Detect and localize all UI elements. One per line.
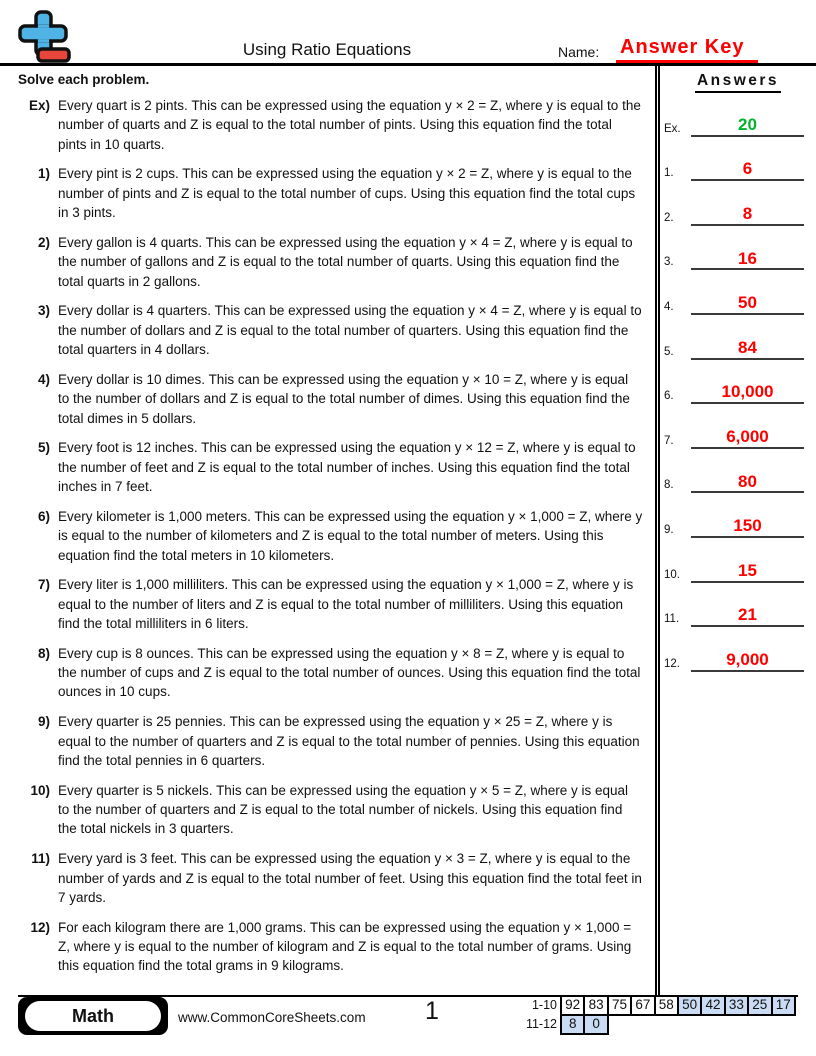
score-row [523, 995, 796, 1016]
score-row [523, 1014, 796, 1035]
answer-row [660, 449, 816, 494]
problem-item [0, 781, 655, 839]
problem-text: Every quarter is 5 nickels. This can be expressed using the equation y × 5 = Z, where y is equal to the number of quarters and Z is equal to the total number of nickels. Using this equation find the total nickels in 3 quarters. [58, 782, 629, 837]
answers-list [660, 92, 816, 672]
score-cell: 33 [724, 995, 749, 1016]
problem-text: Every quart is 2 pints. This can be expressed using the equation y × 2 = Z, where y is equal to the number of quarts and Z is equal to the total number of pints. Using this equation find the total pints in 10 quarts. [58, 98, 641, 152]
answer-value: 6,000 [691, 428, 804, 449]
answer-row [660, 181, 816, 226]
problem-number: 6) [37, 508, 50, 524]
problem-text: Every quarter is 25 pennies. This can be expressed using the equation y × 25 = Z, where y is equal to the number of quarters and Z is equal to the total number of pennies. Using this equation find the total pennies in 6 quarters. [58, 714, 640, 768]
answer-number-label: 12. [664, 657, 680, 670]
problem-number: 9) [37, 714, 50, 730]
name-label: Name: [558, 44, 600, 60]
score-range-label: 1-10 [531, 998, 557, 1012]
answer-value: 9,000 [691, 651, 804, 672]
answer-number-label: 8. [664, 479, 674, 492]
problem-number: 3) [37, 303, 50, 319]
score-cell: 92 [560, 995, 585, 1016]
problems-list [0, 96, 655, 976]
problem-number: 1) [37, 166, 50, 182]
answer-row [660, 92, 816, 137]
answer-number-label: 4. [664, 300, 674, 313]
answer-number-label: 2. [664, 211, 674, 224]
answer-value: 150 [691, 517, 804, 538]
score-grid [523, 995, 796, 1035]
problem-item [0, 712, 655, 770]
answer-row [660, 360, 816, 405]
answer-row [660, 137, 816, 182]
answers-title: Answers [695, 72, 781, 93]
worksheet-header [0, 0, 816, 66]
score-cell: 8 [560, 1014, 585, 1035]
answer-number-label: 3. [664, 256, 674, 269]
answer-value: 84 [691, 339, 804, 360]
problem-text: Every foot is 12 inches. This can be expressed using the equation y × 12 = Z, where y is equal to the number of feet and Z is equal to the total number of inches. Using this equation find the total inches in 7 feet. [58, 440, 636, 495]
problem-number: 5) [37, 440, 50, 456]
answer-value: 10,000 [691, 383, 804, 404]
problem-text: Every dollar is 4 quarters. This can be expressed using the equation y × 4 = Z, where y is equal to the number of dollars and Z is equal to the total number of quarters. Using this equation find the total quarters in 4 dollars. [58, 303, 642, 358]
answer-number-label: 10. [664, 568, 680, 581]
answer-row [660, 404, 816, 449]
problems-column [0, 66, 655, 995]
problem-number: 2) [37, 234, 50, 250]
problem-item [0, 301, 655, 359]
problem-item [0, 507, 655, 565]
answer-row [660, 627, 816, 672]
problem-text: Every pint is 2 cups. This can be expressed using the equation y × 2 = Z, where y is equal to the number of pints and Z is equal to the total number of cups. Using this equation find the total cups in 3 pints. [58, 166, 636, 221]
problem-text: Every yard is 3 feet. This can be expressed using the equation y × 3 = Z, where y is equal to the number of yards and Z is equal to the total number of feet. Using this equation find the total feet in 7 yards. [58, 851, 642, 905]
answer-row [660, 315, 816, 360]
problem-item [0, 438, 655, 496]
score-cell: 50 [677, 995, 702, 1016]
score-cell: 83 [583, 995, 608, 1016]
answer-number-label: 9. [664, 523, 674, 536]
problem-number: 4) [37, 371, 50, 387]
answers-column [655, 66, 816, 995]
problem-number: 7) [37, 577, 50, 593]
problem-item [0, 575, 655, 633]
problem-text: Every liter is 1,000 milliliters. This can be expressed using the equation y × 1,000 = Z, where y is equal to the number of liters and Z is equal to the total number of milliliters. Using this equation find the total milliliters in 6 liters. [58, 577, 634, 631]
problem-text: Every gallon is 4 quarts. This can be expressed using the equation y × 4 = Z, where y is equal to the number of gallons and Z is equal to the total number of quarts. Using this equation find the total quarts in 2 gallons. [58, 234, 633, 289]
score-cell: 25 [747, 995, 772, 1016]
math-badge [18, 997, 168, 1035]
answer-number-label: 1. [664, 167, 674, 180]
answers-title-wrap [660, 72, 816, 94]
answer-row [660, 538, 816, 583]
answer-key-label: Answer Key [620, 36, 745, 58]
problem-item [0, 370, 655, 428]
answer-number-label: Ex. [664, 122, 681, 135]
answer-value: 15 [691, 562, 804, 583]
answer-value: 20 [691, 116, 804, 137]
page-number: 1 [425, 997, 439, 1025]
answer-value: 21 [691, 606, 804, 627]
score-cell: 17 [771, 995, 796, 1016]
name-underline [616, 60, 758, 63]
problem-item [0, 96, 655, 154]
instruction-text: Solve each problem. [18, 72, 150, 87]
answer-value: 16 [691, 250, 804, 271]
score-cell: 0 [583, 1014, 608, 1035]
score-cell: 58 [654, 995, 679, 1016]
answer-value: 50 [691, 294, 804, 315]
problem-item [0, 918, 655, 976]
answer-value: 6 [691, 160, 804, 181]
website-link: www.CommonCoreSheets.com [178, 1010, 366, 1025]
problem-text: Every kilometer is 1,000 meters. This can be expressed using the equation y × 1,000 = Z, where y is equal to the number of kilometers and Z is equal to the total number of meters. Using this equation find the total meters in 10 kilometers. [58, 508, 643, 563]
problem-text: Every cup is 8 ounces. This can be expressed using the equation y × 8 = Z, where y is equal to the number of cups and Z is equal to the total number of ounces. Using this equation find the total ounces in 10 cups. [58, 645, 641, 700]
page-title: Using Ratio Equations [242, 40, 412, 59]
score-cell: 75 [607, 995, 632, 1016]
problem-number: 8) [37, 645, 50, 661]
problem-number: 12) [30, 919, 50, 935]
problem-number: 11) [31, 851, 50, 867]
answer-number-label: 11. [664, 613, 680, 626]
problem-number: Ex) [28, 98, 50, 113]
answer-value: 8 [691, 205, 804, 226]
answer-number-label: 7. [664, 434, 674, 447]
answer-row [660, 226, 816, 271]
commoncoresheets-logo-icon [16, 9, 74, 65]
problem-item [0, 849, 655, 907]
answer-row [660, 583, 816, 628]
answer-number-label: 6. [664, 390, 674, 403]
answer-row [660, 493, 816, 538]
answer-row [660, 270, 816, 315]
problem-number: 10) [30, 782, 50, 798]
answer-number-label: 5. [664, 345, 674, 358]
score-cell: 67 [630, 995, 655, 1016]
score-range-label: 11-12 [525, 1017, 557, 1031]
worksheet-body [0, 66, 816, 995]
problem-item [0, 644, 655, 702]
problem-text: For each kilogram there are 1,000 grams. This can be expressed using the equation y × 1,000 = Z, where y is equal to the number of kilogram and Z is equal to the total number of grams. Using this equation find the total grams in 9 kilograms. [58, 919, 632, 974]
problem-item [0, 233, 655, 291]
answer-value: 80 [691, 473, 804, 494]
score-cell: 42 [700, 995, 725, 1016]
problem-item [0, 164, 655, 222]
problem-text: Every dollar is 10 dimes. This can be expressed using the equation y × 10 = Z, where y is equal to the number of dollars and Z is equal to the total number of dimes. Using this equation find the total dimes in 5 dollars. [58, 371, 630, 426]
math-badge-label: Math [25, 1001, 161, 1031]
